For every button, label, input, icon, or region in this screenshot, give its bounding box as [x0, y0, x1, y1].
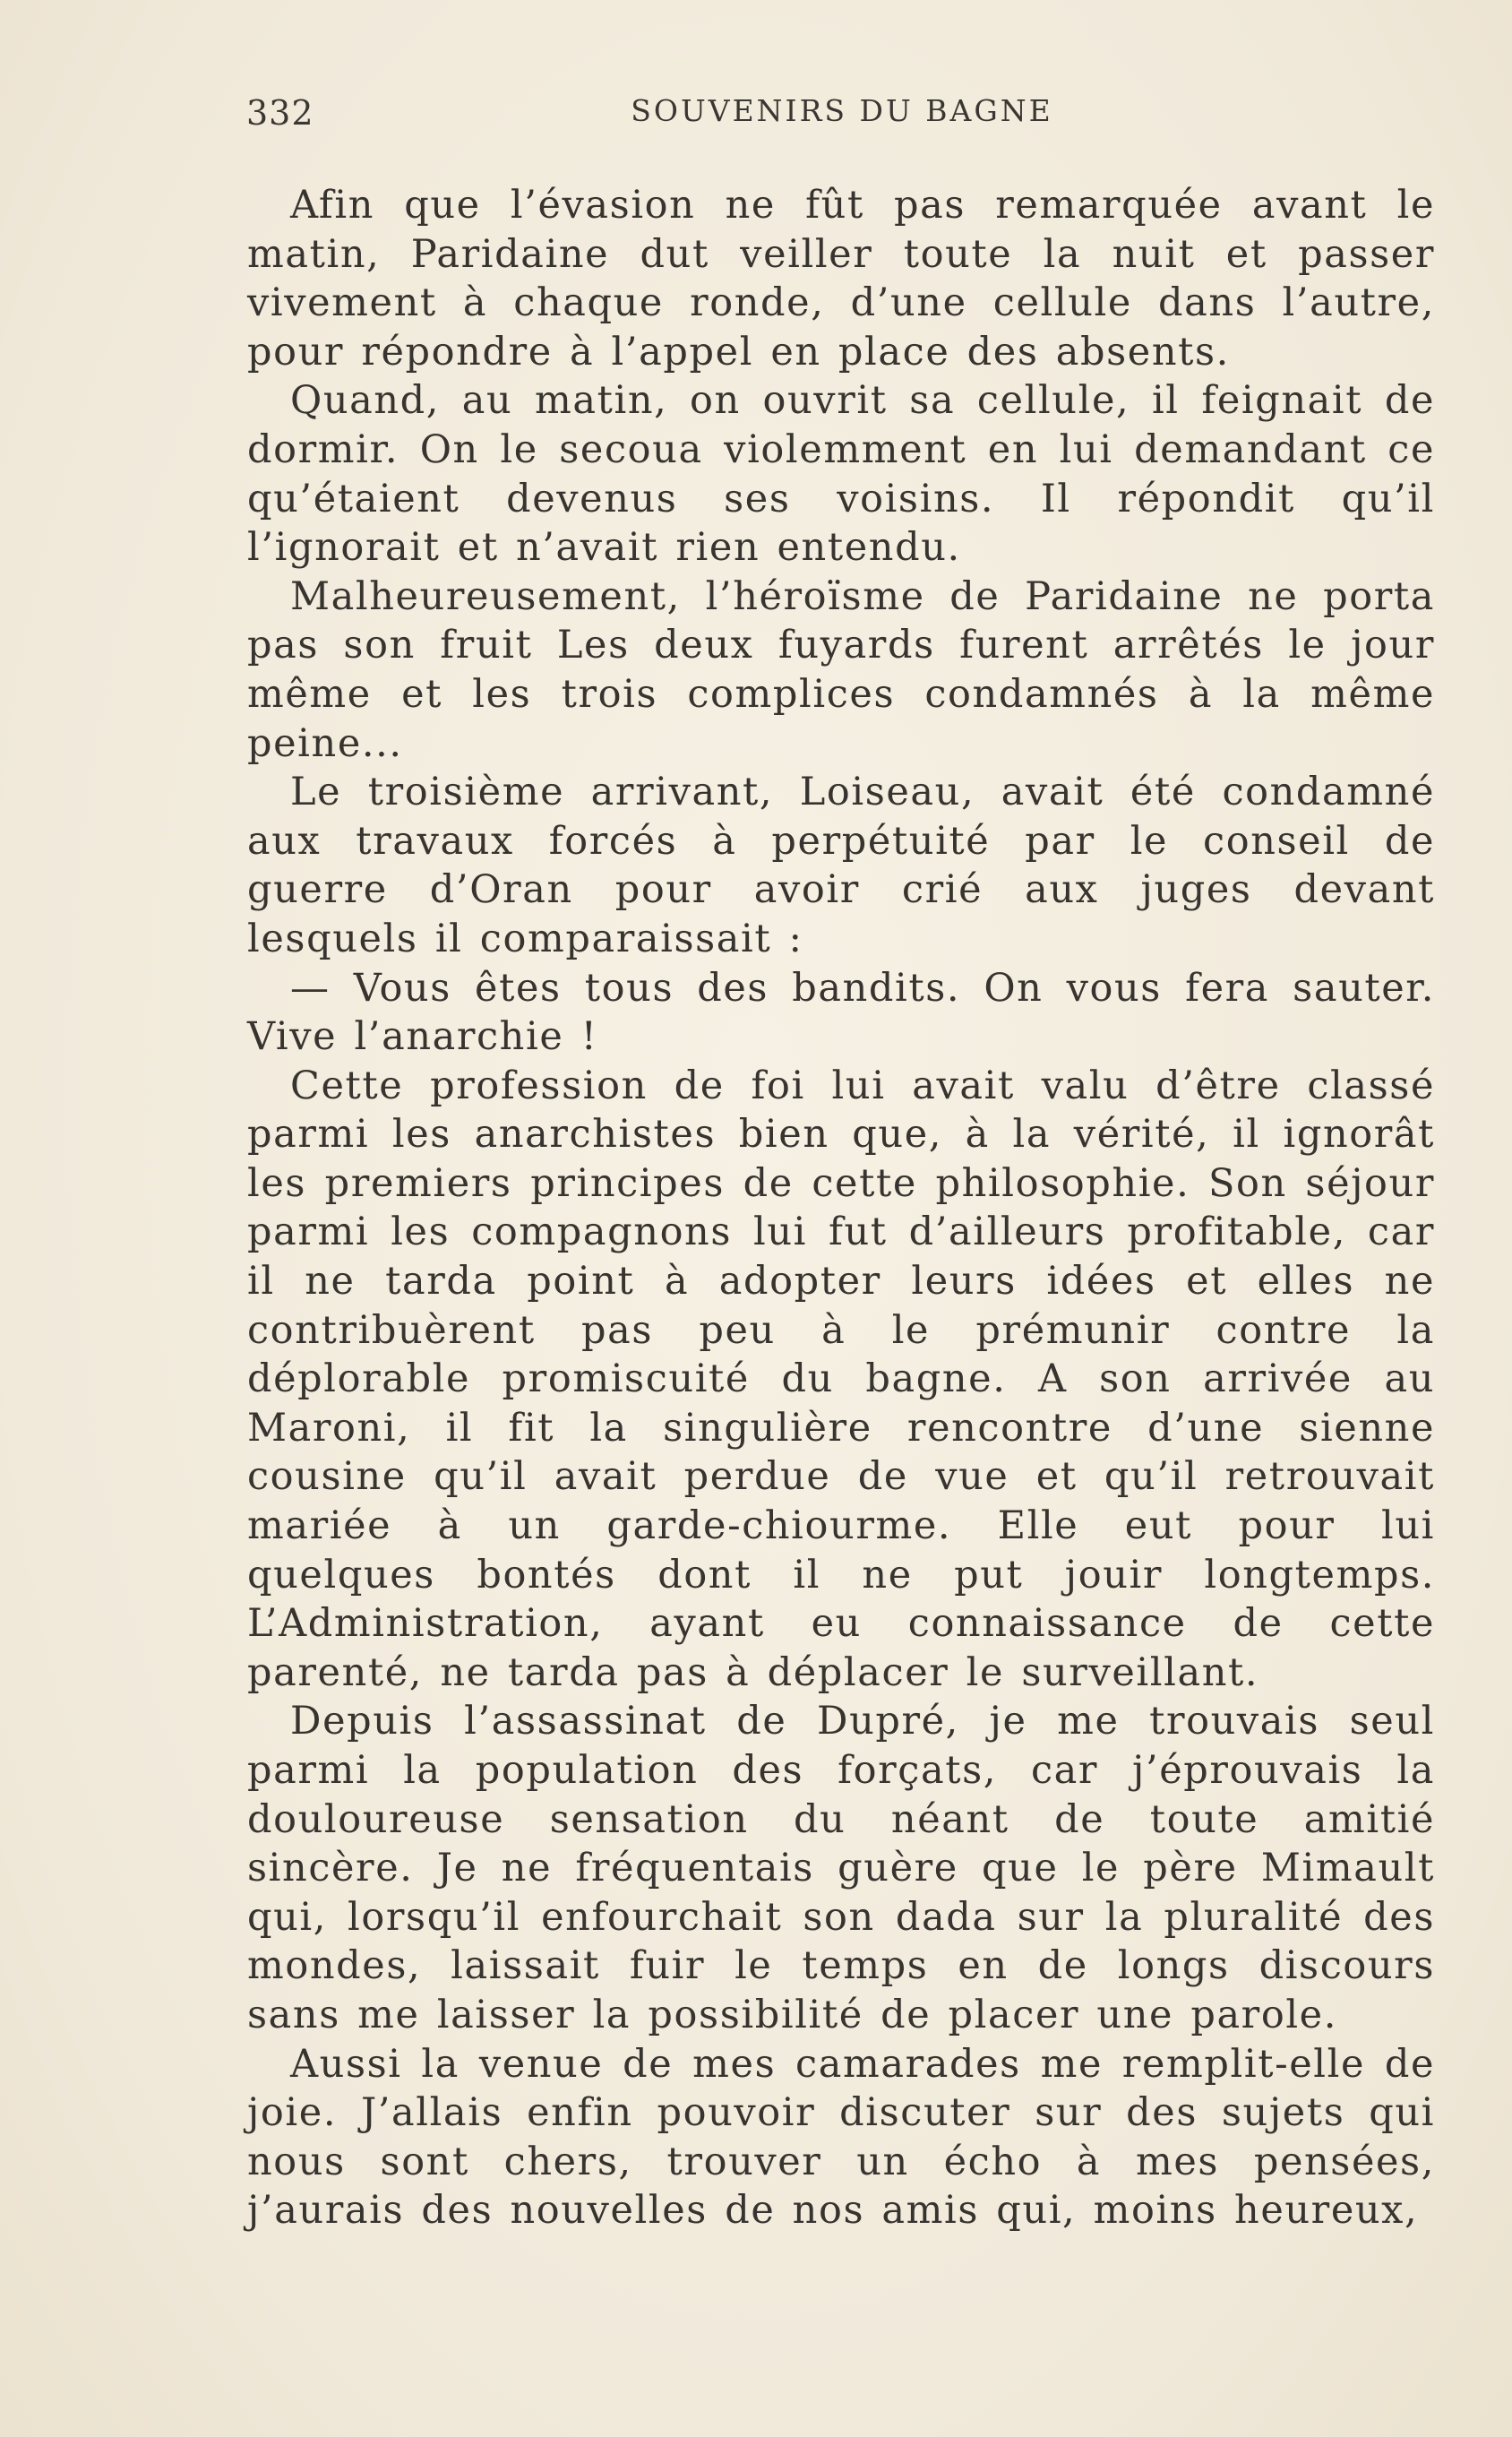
paragraph: — Vous êtes tous des bandits. On vous fera sauter. Vive l’anarchie ! — [247, 965, 1435, 1060]
paragraph: Afin que l’évasion ne fût pas remarquée avant le matin, Paridaine dut veiller toute la nuit et passer vivement à chaque ronde, d’une cellule dans l’autre, pour répondre à l’appel en place des absents. — [247, 183, 1435, 375]
paragraph: Cette profession de foi lui avait valu d’être classé parmi les anarchistes bien que, à la vérité, il ignorât les premiers principes de cette philosophie. Son séjour parmi les compagnons lui fut d’ailleurs profitable, car il ne tarda point à adopter leurs idées et elles ne contribuèrent pas peu à le prémunir contre la déplorable promiscuité du bagne. A son arrivée au Maroni, il fit la singulière rencontre d’une sienne cousine qu’il avait perdue de vue et qu’il retrouvait mariée à un garde-chiourme. Elle eut pour lui quelques bontés dont il ne put jouir longtemps. L’Administration, ayant eu connaissance de cette parenté, ne tarda pas à déplacer le surveillant. — [247, 1063, 1435, 1695]
page-number: 332 — [246, 93, 314, 133]
running-title: SOUVENIRS DU BAGNE — [631, 93, 1053, 128]
paragraph: Aussi la venue de mes camarades me remplit-elle de joie. J’allais enfin pouvoir discuter sur des sujets qui nous sont chers, trouver un écho à mes pensées, j’aurais des nouvelles de nos amis qui, moins heureux, — [247, 2041, 1435, 2234]
text-body — [247, 181, 1435, 2235]
paragraph: Le troisième arrivant, Loiseau, avait été condamné aux travaux forcés à perpétuité par le conseil de guerre d’Oran pour avoir crié aux juges devant lesquels il comparaissait : — [247, 770, 1435, 961]
paragraph: Quand, au matin, on ouvrit sa cellule, il feignait de dormir. On le secoua violemment en lui demandant ce qu’étaient devenus ses voisins. Il répondit qu’il l’ignorait et n’avait rien entendu. — [247, 378, 1435, 571]
paragraph: Malheureusement, l’héroïsme de Paridaine ne porta pas son fruit Les deux fuyards furent arrêtés le jour même et les trois complices condamnés à la même peine... — [247, 573, 1435, 766]
paragraph: Depuis l’assassinat de Dupré, je me trouvais seul parmi la population des forçats, car j’éprouvais la douloureuse sensation du néant de toute amitié sincère. Je ne fréquentais guère que le père Mimault qui, lorsqu’il enfourchait son dada sur la pluralité des mondes, laissait fuir le temps en de longs discours sans me laisser la possibilité de placer une parole. — [247, 1699, 1435, 2037]
running-head — [246, 93, 1438, 136]
